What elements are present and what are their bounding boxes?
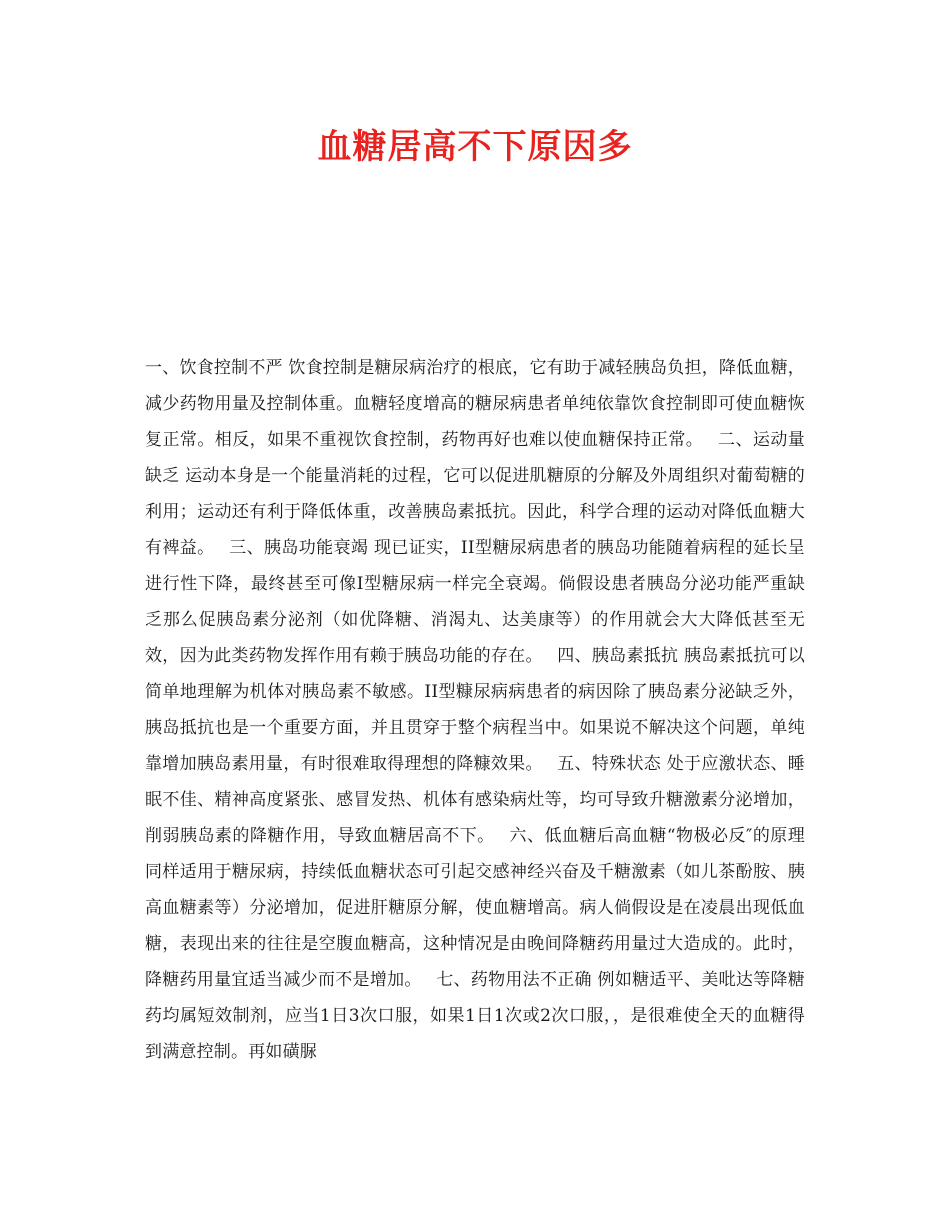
document-body-paragraph: 一、饮食控制不严 饮食控制是糖尿病治疗的根底，它有助于减轻胰岛负担，降低血糖，减少药物用量及控制体重。血糖轻度增高的糖尿病患者单纯依靠饮食控制即可使血糖恢复正常。相反，如果不重视饮食控制，药物再好也难以使血糖保持正常。 二、运动量缺乏 运动本身是一个能量消耗的过程，它可以促进肌糖原的分解及外周组织对葡萄糖的利用；运动还有利于降低体重，改善胰岛素抵抗。因此，科学合理的运动对降低血糖大有裨益。 三、胰岛功能衰竭 现已证实，II型糖尿病患者的胰岛功能随着病程的延长呈进行性下降，最终甚至可像I型糖尿病一样完全衰竭。倘假设患者胰岛分泌功能严重缺乏那么促胰岛素分泌剂（如优降糖、消渴丸、达美康等）的作用就会大大降低甚至无效，因为此类药物发挥作用有赖于胰岛功能的存在。 四、胰岛素抵抗 胰岛素抵抗可以简单地理解为机体对胰岛素不敏感。II型糠尿病病患者的病因除了胰岛素分泌缺乏外，胰岛抵抗也是一个重要方面，并且贯穿于整个病程当中。如果说不解决这个问题，单纯靠增加胰岛素用量，有时很难取得理想的降糠效果。 五、特殊状态 处于应激状态、睡眠不佳、精神高度紧张、感冒发热、机体有感染病灶等，均可导致升糖激素分泌增加，削弱胰岛素的降糖作用，导致血糖居高不下。 六、低血糖后高血糖“物极必反″的原理同样适用于糖尿病，持续低血糖状态可引起交感神经兴奋及千糖激素（如儿茶酚胺、胰高血糖素等）分泌增加，促进肝糖原分解，使血糖增高。病人倘假设是在凌晨出现低血糖，表现出来的往往是空腹血糖高，这种情况是由晚间降糖药用量过大造成的。此时，降糖药用量宜适当减少而不是增加。 七、药物用法不正确 例如糖适平、美吡达等降糖药均属短效制剂，应当1日3次口服，如果1日1次或2次口服，，是很难使全天的血糖得到满意控制。再如磺脲 (145, 358, 805, 1062)
document-title: 血糖居高不下原因多 (317, 127, 633, 167)
